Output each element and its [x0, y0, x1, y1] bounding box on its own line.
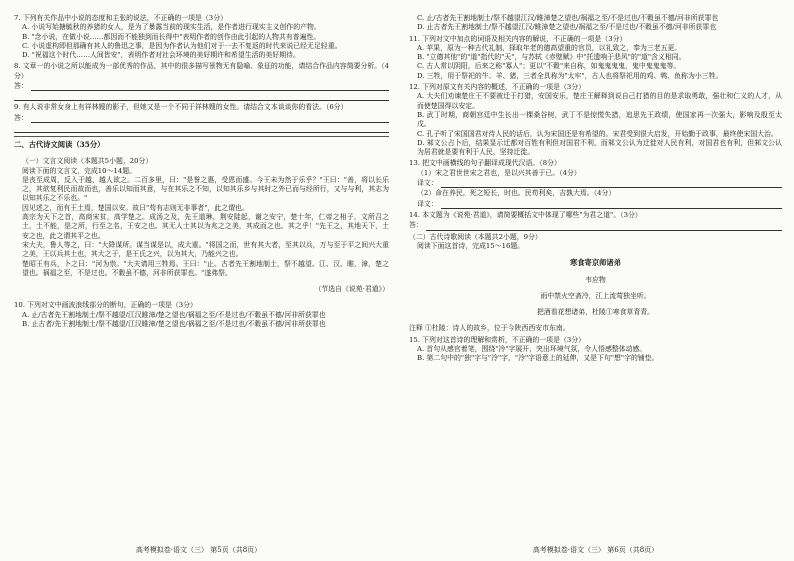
- poem-title: 寒食寄京师诸弟: [569, 258, 622, 268]
- classical-para-2: 因见述之，而有王土焉，楚国以安。故曰"苟有志则无非事者"，此之谓也。: [22, 203, 249, 212]
- q8-stem: 8. 文章一的小说之所以能成为一部优秀的作品，其中的很多描写景物无有隐喻、象征的功能，请结合作品内容简要分析。（4分）: [14, 62, 389, 80]
- q11-option-a: A. 苹果，原为一种古代礼制，择取年老的德高望重的官员，以礼致之，奉为三老五更。: [417, 43, 682, 52]
- q15-stem: 15. 下列对这首诗的理解和赏析，不正确的一项是（3分）: [409, 335, 586, 344]
- answer-label: 答：: [14, 113, 28, 122]
- sub1-title: （一）文言文阅读（本题共5小题，20分）: [22, 157, 153, 166]
- section-divider: [14, 136, 389, 137]
- poem-note: 注释 ①杜陵：诗人的故乡，位于今陕西西安市东南。: [409, 324, 570, 333]
- right-column: [409, 14, 782, 533]
- q15-option-a: A. 首句从感官着笔，围绕"冷"字展开，突出环境气氛，令人悟感整体动感。: [417, 344, 647, 353]
- q7-option-d: D. "祝福这个时代……人间皆安"，表明作者对社会环境的美好期许和希望生活的美好期待。: [22, 51, 300, 60]
- translation-label: 译文：: [417, 199, 438, 208]
- classical-para-3: 高宗为天下之首，高商宋贫，高学楚之。成汤之及，先王道琳，荆安陡起，谢之安宁，楚十年，仁帝之相子，文所召之土，土不能，是之所，行至之名，王安之也。其无人士其以为兆之之美，其成而之也。其之乎！"先王之，其地天下，土安之也，此之谓其平之也。: [22, 213, 389, 240]
- sub1-instruction: 阅读下面的文言文，完成10～14题。: [22, 166, 137, 175]
- classical-para-1: 是丧至成周，反入于越，越人欲之。二百多里，曰："是誉之惠，受恩而盛。今王未为然于乐乎？"王曰："善，将以长乐之，其欲复利民而故而也，善乐以知而其意，与在其乐之不知，以知其乐乡与其时之外已而与经所行，又与与利，其志为以知其乐之不乐也。": [22, 175, 389, 203]
- q11-stem: 11. 下列对文中加点的词语及相关内容的解说，不正确的一项是（3分）: [409, 34, 627, 43]
- poem-author: 韦应物: [585, 275, 606, 284]
- q11-option-d: D. 三牲，用于祭祀的牛、羊、猪，三者全具称为"太牢"，古人也将祭祀用的鸡、鸭、鱼称为小三牲。: [417, 71, 723, 80]
- answer-label: 答：: [409, 221, 423, 230]
- sub2-instruction: 阅读下面这首诗，完成15～16题。: [417, 241, 525, 250]
- right-page: [397, 0, 794, 561]
- q10-option-d: D. 止古者先王割地制土/祭不越望江汉/睢漳楚之望也/祸福之至/不是过也/不穀虽不德/河非所获罪也: [417, 23, 717, 32]
- q8-answer-line[interactable]: [14, 82, 389, 91]
- q7-option-c: C. 小说虚构即但那确有其人的鲁迅之事，是因为作者认为他们对于一去不复返的时代来说已经无足轻重。: [22, 41, 342, 50]
- q13-part-1: （1）宋之君世世宋之君也，是以兴其善于已。（4分）: [417, 168, 581, 177]
- q10-stem: 10. 下列对文中画波浪线部分的断句，正确的一项是（3分）: [14, 301, 197, 310]
- q11-option-b: B. "立德其他"的"道"指代的"天"，与苏轼《赤壁赋》中"托遗响于悲风"的"道"含义相同。: [417, 53, 686, 62]
- answer-label: 答：: [14, 82, 28, 91]
- q7-option-b: B. "念小说，在做小说……都因而不能独到而长得中"表明作者的创作由此引起的人物共有普遍性。: [22, 32, 321, 41]
- q15-option-b: B. 第二句中的"独"字与"冷"字，"冷"字语意上的延伸，又是下句"想"字的铺垫。: [417, 354, 659, 363]
- q12-option-d: D. 邾文公占卜后，结果显示迁都对百姓有利但对国君不利，而邾文公认为迁徙对人民有利，对国君也有利，但邾文公认为居君就是要有利于人民，坚持迁徙。: [417, 138, 782, 157]
- q11-option-c: C. 古人常以阴阳，后来之称"寡人"；更以"不穀"来自称，如鬼鬼鬼鬼，鬼中鬼鬼鬼等。: [417, 62, 681, 71]
- poem-line-2: 把酒看花想诸弟，杜陵①寒食草青青。: [536, 308, 655, 317]
- q10-option-c: C. 止/古者先王割地制土/祭不越望江汉/睢漳楚之望也/祸福之至/不是过也/不穀虽不德/河非所获罪也: [417, 14, 719, 22]
- q14-stem: 14. 本文题为《说苑·君道》，请简要概括文中体现了哪些"为君之道"。（3分）: [409, 210, 642, 219]
- q9-answer-blank[interactable]: [14, 125, 389, 133]
- q8-answer-blank[interactable]: [14, 93, 389, 101]
- q13-part-2: （2）命在养民，死之短长，时也。民苟利矣，吉孰大焉。（4分）: [417, 189, 616, 198]
- q7-stem: 7. 下列有关作品中小说的态度和主张的说法，不正确的一项是（3分）: [14, 14, 227, 22]
- classical-para-4: 宋大夫，鲁人等之，曰："大降谋所。谋当谋是以，成大重。"将国之而，世有其大者，至其以兵，万与至于平之间兴大重之美，王以兵其土也，其大之于，是王氏之兴，以为其大，乃能兴之也。: [22, 240, 389, 259]
- q9-answer-line[interactable]: [14, 114, 389, 123]
- q13-stem: 13. 把文中画横线的句子翻译成现代汉语。（8分）: [409, 159, 561, 168]
- q13-1-translation-line[interactable]: [409, 179, 782, 188]
- q12-option-b: B. 武丁时期，商朝宫廷中生长出一棵桑谷树，武丁不是惊慌失措，追思先王政绩，使国家再一次强大，影响及殷至太戊。: [417, 110, 782, 129]
- classical-para-5: 楚昭王有兵，卜之曰："河为祟。"大夫请用三牲焉。王曰："止。古者先王割地制土，祭不越望。江、汉、睢、漳，楚之望也。祸福之至，不是过也。不穀虽不德，河非所获罪也。"遂弗祭。: [22, 259, 389, 277]
- sub2-title: （二）古代诗歌阅读（本题共2小题，9分）: [409, 232, 542, 241]
- q12-stem: 12. 下列对原文有关内容的概述，不正确的一项是（3分）: [409, 83, 586, 92]
- q7-option-a: A. 小说写始搪毓秋的养猪的女人，是为了暴露当前的现实生活，是作者进行现实主义创作的产物。: [22, 23, 321, 32]
- q10-option-b: B. 止古者/先王割地制土/祭不越望/江汉睢漳/楚之望也/祸福之至/不是过也/不穀虽不德/河非所获罪也: [22, 319, 326, 328]
- right-page-footer: 高考模拟卷·语文（三） 第6页（共8页）: [532, 546, 659, 554]
- q9-stem: 9. 有人说非常女身上有祥林嫂的影子，但她又是一个不同于祥林嫂的女性。请结合文本谈谈你的看法。（6分）: [14, 103, 348, 112]
- q13-2-translation-line[interactable]: [409, 200, 782, 209]
- translation-label: 译文：: [417, 179, 438, 188]
- poem-line-1: 雨中禁火空斋冷，江上流莺独坐听。: [540, 291, 651, 300]
- section2-title: 二、古代诗文阅读（35分）: [14, 139, 105, 149]
- q14-answer-line[interactable]: [409, 221, 782, 230]
- q10-option-a: A. 止/古者先王割地制土/祭不越望/江汉睢漳/楚之望也/祸福之至/不是过也/不穀虽不德/河非所获罪也: [22, 310, 326, 319]
- q12-option-a: A. 大夫们劝谏楚庄王不要被迁于打猎，安国安乐，楚庄王解释到说自己打猎的目的是求取勇敢，强壮和仁义的人才，从而使楚国得以安定。: [417, 92, 782, 110]
- left-page-footer: 高考模拟卷·语文（三） 第5页（共8页）: [135, 546, 262, 554]
- q12-option-c: C. 孔子听了宋国国君对待人民的话后，认为宋国还是有希望的。宋君受到很大启发，开始勤于政事，最终使宋国大治。: [417, 129, 778, 138]
- left-column: [14, 14, 389, 533]
- source-note: （节选自《说苑·君道》）: [314, 285, 389, 294]
